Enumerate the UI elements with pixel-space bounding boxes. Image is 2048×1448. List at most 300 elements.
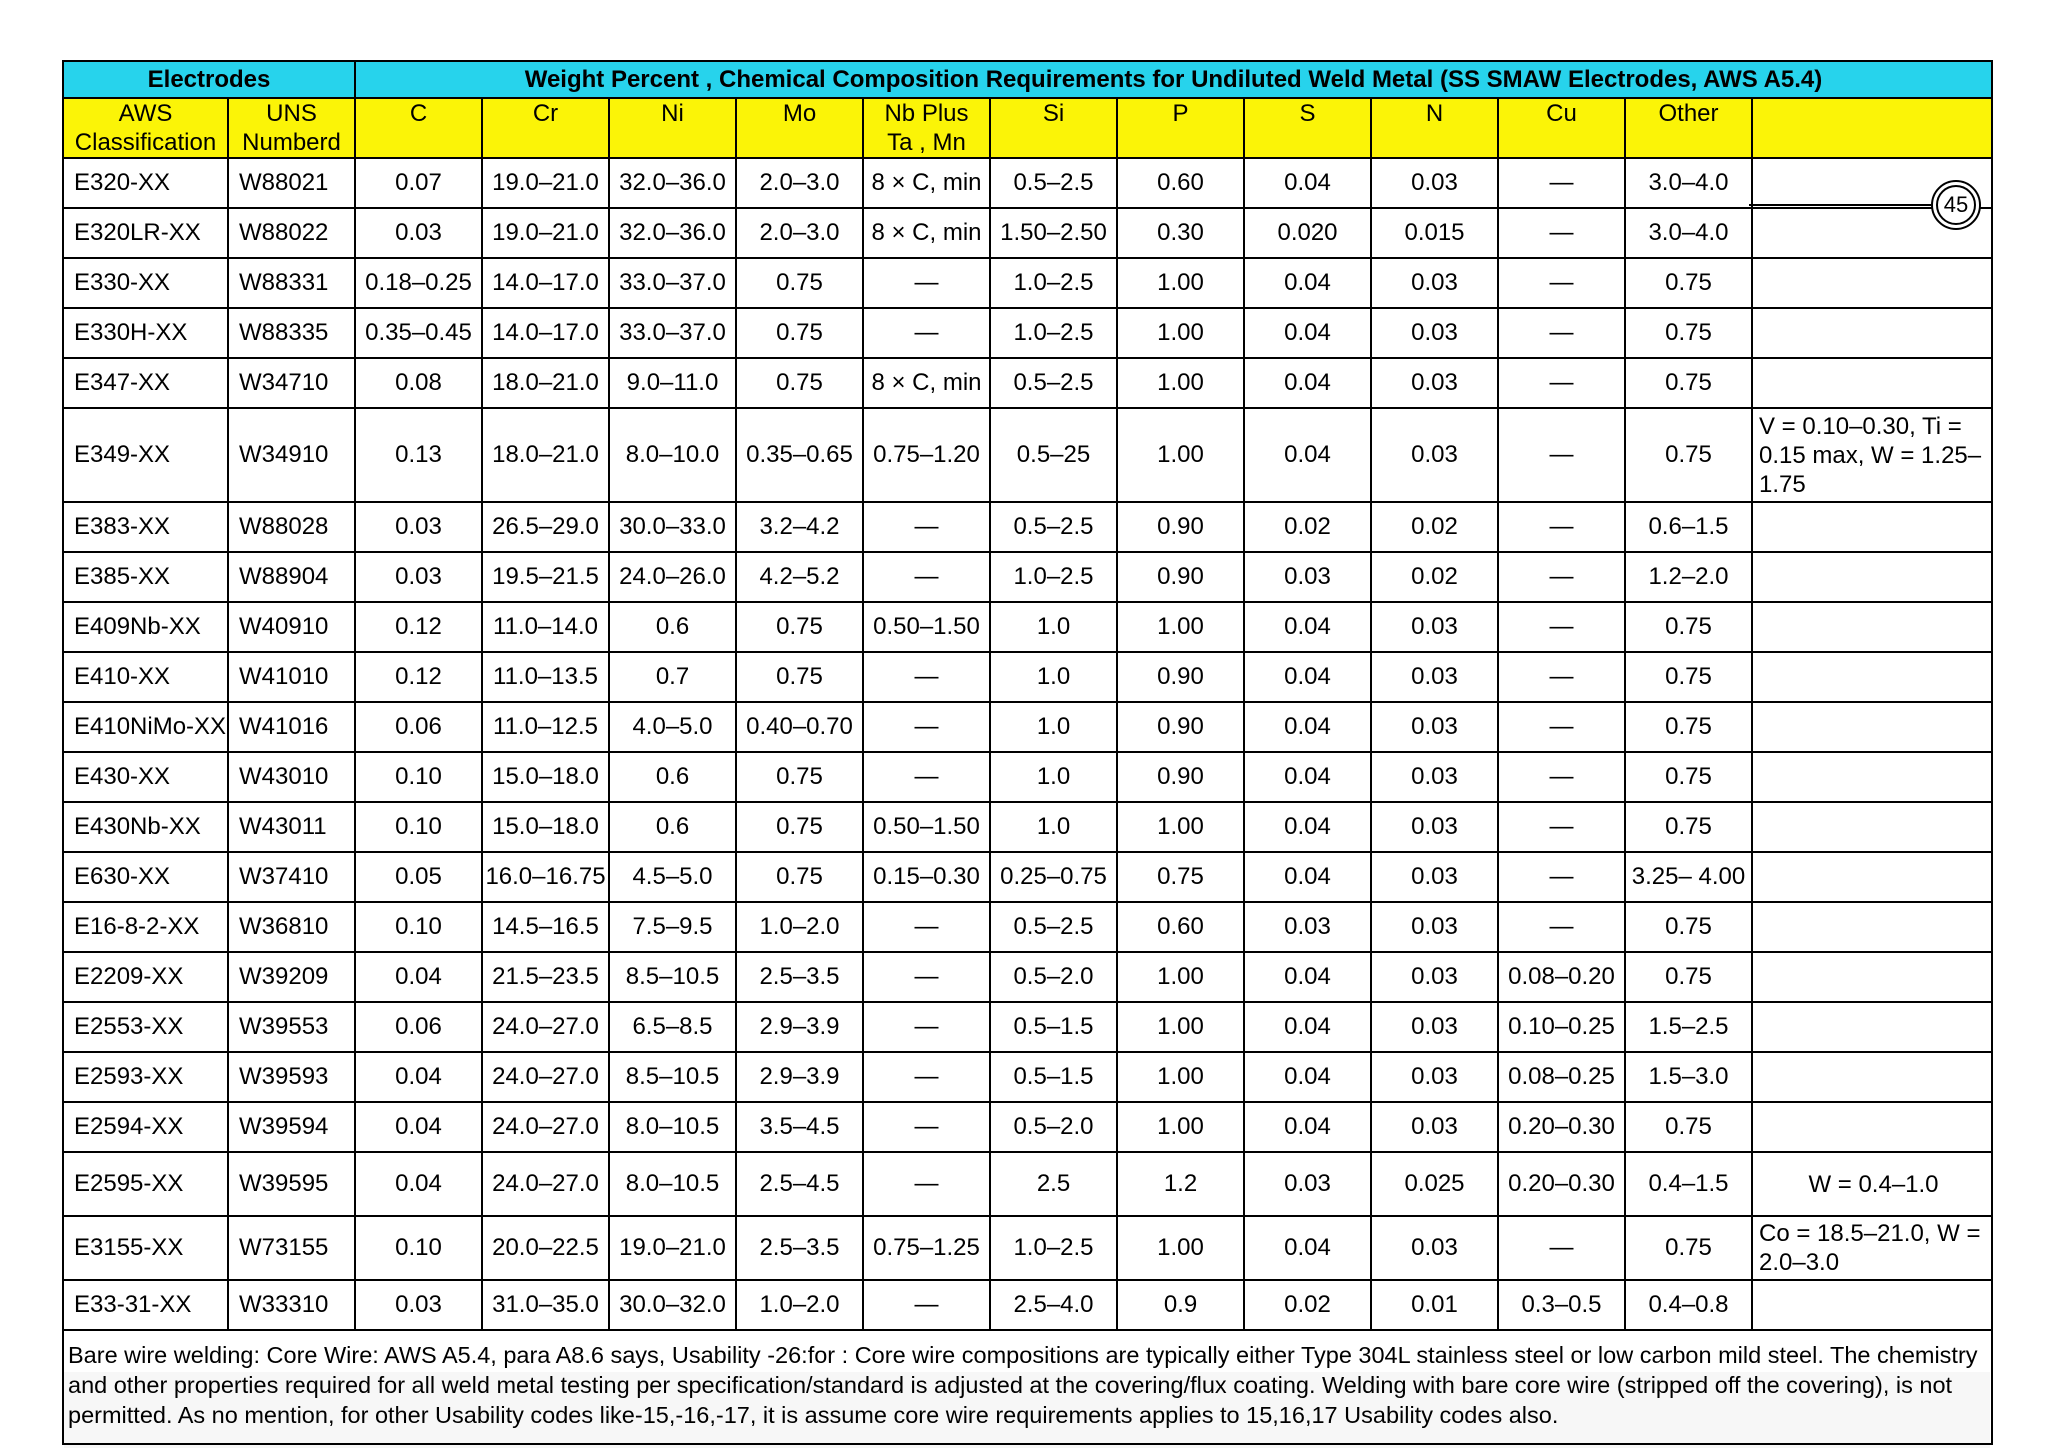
cell-ni: 30.0–32.0: [609, 1280, 736, 1330]
cell-uns-number: W40910: [228, 602, 355, 652]
cell-cr: 18.0–21.0: [482, 358, 609, 408]
cell-si: 1.0–2.5: [990, 308, 1117, 358]
cell-uns-number: W34710: [228, 358, 355, 408]
cell-p: 0.30: [1117, 208, 1244, 258]
cell-ni: 24.0–26.0: [609, 552, 736, 602]
cell-cr: 19.5–21.5: [482, 552, 609, 602]
cell-c: 0.03: [355, 502, 482, 552]
cell-notes: [1752, 1280, 1992, 1330]
cell-cu: —: [1498, 158, 1625, 208]
cell-p: 1.00: [1117, 358, 1244, 408]
cell-nb-ta-mn: 8 × C, min: [863, 208, 990, 258]
cell-ni: 32.0–36.0: [609, 208, 736, 258]
col-s: S: [1244, 98, 1371, 158]
cell-nb-ta-mn: —: [863, 1102, 990, 1152]
cell-uns-number: W41010: [228, 652, 355, 702]
cell-n: 0.03: [1371, 1216, 1498, 1280]
cell-p: 1.00: [1117, 1002, 1244, 1052]
cell-nb-ta-mn: —: [863, 702, 990, 752]
cell-nb-ta-mn: —: [863, 258, 990, 308]
col-aws-line1: AWS: [118, 100, 173, 127]
cell-cu: —: [1498, 552, 1625, 602]
cell-cr: 15.0–18.0: [482, 752, 609, 802]
col-p: P: [1117, 98, 1244, 158]
cell-mo: 2.9–3.9: [736, 1052, 863, 1102]
cell-mo: 0.35–0.65: [736, 408, 863, 502]
cell-n: 0.03: [1371, 1102, 1498, 1152]
cell-ni: 8.0–10.0: [609, 408, 736, 502]
cell-cu: —: [1498, 258, 1625, 308]
cell-cr: 14.0–17.0: [482, 308, 609, 358]
cell-uns-number: W34910: [228, 408, 355, 502]
cell-cr: 20.0–22.5: [482, 1216, 609, 1280]
col-notes: [1752, 98, 1992, 158]
table-row: [63, 1102, 1992, 1152]
cell-c: 0.18–0.25: [355, 258, 482, 308]
cell-c: 0.10: [355, 902, 482, 952]
cell-c: 0.04: [355, 1052, 482, 1102]
cell-aws-classification: E410NiMo-XX: [63, 702, 228, 752]
cell-n: 0.03: [1371, 408, 1498, 502]
cell-mo: 0.75: [736, 258, 863, 308]
cell-p: 1.00: [1117, 602, 1244, 652]
cell-n: 0.03: [1371, 952, 1498, 1002]
cell-si: 0.5–2.0: [990, 1102, 1117, 1152]
cell-mo: 1.0–2.0: [736, 1280, 863, 1330]
cell-s: 0.03: [1244, 1152, 1371, 1216]
table-row: [63, 502, 1992, 552]
cell-p: 1.2: [1117, 1152, 1244, 1216]
cell-cr: 14.0–17.0: [482, 258, 609, 308]
cell-cr: 15.0–18.0: [482, 802, 609, 852]
col-mo: Mo: [736, 98, 863, 158]
cell-n: 0.03: [1371, 902, 1498, 952]
col-other: Other: [1625, 98, 1752, 158]
cell-nb-ta-mn: —: [863, 1002, 990, 1052]
cell-si: 0.5–2.5: [990, 902, 1117, 952]
cell-p: 1.00: [1117, 952, 1244, 1002]
cell-nb-ta-mn: 0.15–0.30: [863, 852, 990, 902]
cell-notes: [1752, 802, 1992, 852]
cell-n: 0.025: [1371, 1152, 1498, 1216]
table-row: [63, 1002, 1992, 1052]
cell-s: 0.04: [1244, 408, 1371, 502]
col-nb-plus-ta-mn: [863, 98, 990, 158]
cell-s: 0.04: [1244, 158, 1371, 208]
cell-uns-number: W39594: [228, 1102, 355, 1152]
table-row: [63, 1216, 1992, 1280]
cell-notes: [1752, 308, 1992, 358]
cell-cr: 24.0–27.0: [482, 1152, 609, 1216]
cell-notes: [1752, 902, 1992, 952]
cell-uns-number: W88904: [228, 552, 355, 602]
cell-uns-number: W39209: [228, 952, 355, 1002]
cell-n: 0.02: [1371, 552, 1498, 602]
cell-notes: [1752, 358, 1992, 408]
cell-other: 0.75: [1625, 902, 1752, 952]
cell-c: 0.10: [355, 1216, 482, 1280]
cell-other: 0.75: [1625, 802, 1752, 852]
cell-n: 0.03: [1371, 358, 1498, 408]
cell-ni: 6.5–8.5: [609, 1002, 736, 1052]
cell-aws-classification: E385-XX: [63, 552, 228, 602]
cell-nb-ta-mn: 8 × C, min: [863, 158, 990, 208]
cell-s: 0.04: [1244, 308, 1371, 358]
cell-p: 0.9: [1117, 1280, 1244, 1330]
cell-n: 0.03: [1371, 158, 1498, 208]
col-si: Si: [990, 98, 1117, 158]
cell-notes: [1752, 652, 1992, 702]
cell-mo: 1.0–2.0: [736, 902, 863, 952]
cell-cu: —: [1498, 852, 1625, 902]
cell-s: 0.04: [1244, 652, 1371, 702]
cell-uns-number: W36810: [228, 902, 355, 952]
cell-mo: 2.0–3.0: [736, 208, 863, 258]
cell-uns-number: W33310: [228, 1280, 355, 1330]
cell-other: 3.0–4.0: [1625, 158, 1752, 208]
header-group-row: [63, 61, 1992, 98]
cell-nb-ta-mn: 0.50–1.50: [863, 802, 990, 852]
cell-p: 1.00: [1117, 1216, 1244, 1280]
cell-notes: [1752, 1052, 1992, 1102]
cell-other: 1.5–2.5: [1625, 1002, 1752, 1052]
header-composition-title: Weight Percent , Chemical Composition Requirements for Undiluted Weld Metal (SS SMAW Electrodes, AWS A5.4): [355, 61, 1992, 98]
cell-n: 0.03: [1371, 652, 1498, 702]
cell-n: 0.03: [1371, 308, 1498, 358]
cell-ni: 0.6: [609, 752, 736, 802]
cell-mo: 2.5–3.5: [736, 952, 863, 1002]
cell-nb-ta-mn: —: [863, 652, 990, 702]
cell-mo: 4.2–5.2: [736, 552, 863, 602]
cell-p: 1.00: [1117, 802, 1244, 852]
cell-s: 0.04: [1244, 1216, 1371, 1280]
col-cr: Cr: [482, 98, 609, 158]
cell-other: 1.5–3.0: [1625, 1052, 1752, 1102]
col-uns-line2: Numberd: [242, 129, 341, 156]
cell-mo: 0.75: [736, 602, 863, 652]
cell-s: 0.04: [1244, 952, 1371, 1002]
cell-uns-number: W88028: [228, 502, 355, 552]
cell-mo: 2.5–4.5: [736, 1152, 863, 1216]
cell-n: 0.01: [1371, 1280, 1498, 1330]
cell-c: 0.10: [355, 752, 482, 802]
cell-mo: 0.75: [736, 652, 863, 702]
cell-s: 0.04: [1244, 852, 1371, 902]
cell-nb-ta-mn: —: [863, 1152, 990, 1216]
cell-uns-number: W88021: [228, 158, 355, 208]
cell-n: 0.02: [1371, 502, 1498, 552]
cell-cu: 0.3–0.5: [1498, 1280, 1625, 1330]
cell-uns-number: W39553: [228, 1002, 355, 1052]
cell-ni: 8.0–10.5: [609, 1152, 736, 1216]
cell-ni: 9.0–11.0: [609, 358, 736, 408]
composition-table: [62, 60, 1993, 1445]
cell-other: 0.75: [1625, 308, 1752, 358]
cell-uns-number: W43010: [228, 752, 355, 802]
cell-s: 0.04: [1244, 1102, 1371, 1152]
cell-ni: 8.0–10.5: [609, 1102, 736, 1152]
table-row: [63, 1280, 1992, 1330]
table-row: [63, 1152, 1992, 1216]
cell-s: 0.020: [1244, 208, 1371, 258]
cell-nb-ta-mn: —: [863, 952, 990, 1002]
cell-mo: 0.75: [736, 852, 863, 902]
table-row: [63, 258, 1992, 308]
col-n: N: [1371, 98, 1498, 158]
cell-notes: [1752, 1102, 1992, 1152]
cell-cu: —: [1498, 208, 1625, 258]
cell-si: 0.5–1.5: [990, 1002, 1117, 1052]
page-number-badge: [1931, 180, 1981, 230]
cell-c: 0.04: [355, 952, 482, 1002]
cell-cr: 24.0–27.0: [482, 1052, 609, 1102]
cell-notes: [1752, 502, 1992, 552]
cell-n: 0.03: [1371, 258, 1498, 308]
cell-cr: 19.0–21.0: [482, 158, 609, 208]
cell-c: 0.03: [355, 552, 482, 602]
cell-cu: 0.08–0.20: [1498, 952, 1625, 1002]
cell-nb-ta-mn: 8 × C, min: [863, 358, 990, 408]
cell-uns-number: W41016: [228, 702, 355, 752]
table-row: [63, 802, 1992, 852]
cell-other: 0.6–1.5: [1625, 502, 1752, 552]
cell-ni: 19.0–21.0: [609, 1216, 736, 1280]
header-columns-row: [63, 98, 1992, 158]
col-nb-line2: Ta , Mn: [887, 129, 966, 156]
cell-cr: 14.5–16.5: [482, 902, 609, 952]
cell-notes: V = 0.10–0.30, Ti = 0.15 max, W = 1.25–1.75: [1752, 408, 1992, 502]
cell-cu: —: [1498, 652, 1625, 702]
cell-c: 0.07: [355, 158, 482, 208]
cell-nb-ta-mn: —: [863, 1280, 990, 1330]
cell-ni: 33.0–37.0: [609, 258, 736, 308]
table-row: [63, 1052, 1992, 1102]
table-row: [63, 308, 1992, 358]
cell-other: 0.75: [1625, 752, 1752, 802]
cell-p: 1.00: [1117, 408, 1244, 502]
cell-ni: 0.6: [609, 802, 736, 852]
cell-cu: —: [1498, 702, 1625, 752]
cell-notes: Co = 18.5–21.0, W = 2.0–3.0: [1752, 1216, 1992, 1280]
cell-s: 0.04: [1244, 802, 1371, 852]
cell-s: 0.03: [1244, 552, 1371, 602]
cell-cr: 31.0–35.0: [482, 1280, 609, 1330]
cell-aws-classification: E3155-XX: [63, 1216, 228, 1280]
table-body: [63, 158, 1992, 1330]
cell-cr: 11.0–12.5: [482, 702, 609, 752]
cell-si: 1.0–2.5: [990, 552, 1117, 602]
cell-nb-ta-mn: 0.75–1.25: [863, 1216, 990, 1280]
cell-mo: 0.75: [736, 802, 863, 852]
cell-cu: —: [1498, 902, 1625, 952]
cell-aws-classification: E430-XX: [63, 752, 228, 802]
cell-c: 0.03: [355, 208, 482, 258]
cell-p: 1.00: [1117, 1052, 1244, 1102]
cell-aws-classification: E33-31-XX: [63, 1280, 228, 1330]
cell-p: 1.00: [1117, 1102, 1244, 1152]
cell-s: 0.03: [1244, 902, 1371, 952]
cell-notes: W = 0.4–1.0: [1752, 1152, 1992, 1216]
table-row: [63, 952, 1992, 1002]
header-electrodes: Electrodes: [63, 61, 355, 98]
cell-s: 0.04: [1244, 602, 1371, 652]
cell-uns-number: W73155: [228, 1216, 355, 1280]
cell-c: 0.13: [355, 408, 482, 502]
cell-other: 0.4–0.8: [1625, 1280, 1752, 1330]
cell-n: 0.03: [1371, 1002, 1498, 1052]
cell-uns-number: W88022: [228, 208, 355, 258]
cell-cr: 26.5–29.0: [482, 502, 609, 552]
col-aws-classification: [63, 98, 228, 158]
cell-nb-ta-mn: 0.75–1.20: [863, 408, 990, 502]
cell-aws-classification: E2553-XX: [63, 1002, 228, 1052]
cell-p: 0.90: [1117, 502, 1244, 552]
cell-aws-classification: E330-XX: [63, 258, 228, 308]
cell-nb-ta-mn: —: [863, 308, 990, 358]
cell-nb-ta-mn: 0.50–1.50: [863, 602, 990, 652]
cell-ni: 32.0–36.0: [609, 158, 736, 208]
cell-nb-ta-mn: —: [863, 502, 990, 552]
cell-mo: 0.75: [736, 358, 863, 408]
cell-si: 1.0: [990, 602, 1117, 652]
cell-p: 0.75: [1117, 852, 1244, 902]
cell-si: 0.5–2.5: [990, 158, 1117, 208]
cell-n: 0.03: [1371, 852, 1498, 902]
col-uns-line1: UNS: [266, 100, 317, 127]
cell-si: 0.25–0.75: [990, 852, 1117, 902]
cell-notes: [1752, 752, 1992, 802]
cell-n: 0.03: [1371, 602, 1498, 652]
cell-mo: 2.9–3.9: [736, 1002, 863, 1052]
cell-uns-number: W37410: [228, 852, 355, 902]
cell-cu: —: [1498, 308, 1625, 358]
table-row: [63, 602, 1992, 652]
cell-aws-classification: E383-XX: [63, 502, 228, 552]
table-row: [63, 158, 1992, 208]
cell-nb-ta-mn: —: [863, 752, 990, 802]
table-row: [63, 408, 1992, 502]
cell-s: 0.04: [1244, 1052, 1371, 1102]
table-row: [63, 852, 1992, 902]
cell-nb-ta-mn: —: [863, 552, 990, 602]
table-row: [63, 752, 1992, 802]
col-uns-number: [228, 98, 355, 158]
cell-p: 0.60: [1117, 902, 1244, 952]
cell-c: 0.12: [355, 652, 482, 702]
cell-other: 3.25– 4.00: [1625, 852, 1752, 902]
cell-aws-classification: E320LR-XX: [63, 208, 228, 258]
cell-nb-ta-mn: —: [863, 902, 990, 952]
col-aws-line2: Classification: [74, 129, 217, 156]
cell-c: 0.10: [355, 802, 482, 852]
cell-s: 0.04: [1244, 752, 1371, 802]
cell-cr: 24.0–27.0: [482, 1102, 609, 1152]
cell-cr: 24.0–27.0: [482, 1002, 609, 1052]
cell-si: 2.5: [990, 1152, 1117, 1216]
table-row: [63, 702, 1992, 752]
page-badge-leader-line: [1749, 204, 1931, 206]
cell-mo: 2.0–3.0: [736, 158, 863, 208]
cell-si: 1.0–2.5: [990, 1216, 1117, 1280]
cell-s: 0.02: [1244, 502, 1371, 552]
cell-n: 0.03: [1371, 802, 1498, 852]
cell-c: 0.04: [355, 1152, 482, 1216]
cell-s: 0.02: [1244, 1280, 1371, 1330]
cell-cu: —: [1498, 408, 1625, 502]
cell-ni: 33.0–37.0: [609, 308, 736, 358]
cell-mo: 3.5–4.5: [736, 1102, 863, 1152]
cell-aws-classification: E430Nb-XX: [63, 802, 228, 852]
table-row: [63, 652, 1992, 702]
cell-aws-classification: E2209-XX: [63, 952, 228, 1002]
cell-notes: [1752, 258, 1992, 308]
cell-uns-number: W88335: [228, 308, 355, 358]
cell-si: 0.5–25: [990, 408, 1117, 502]
cell-c: 0.06: [355, 1002, 482, 1052]
cell-p: 0.60: [1117, 158, 1244, 208]
cell-si: 2.5–4.0: [990, 1280, 1117, 1330]
cell-other: 0.75: [1625, 602, 1752, 652]
cell-si: 1.0: [990, 652, 1117, 702]
cell-si: 1.0–2.5: [990, 258, 1117, 308]
cell-s: 0.04: [1244, 1002, 1371, 1052]
cell-si: 1.0: [990, 752, 1117, 802]
cell-cu: 0.10–0.25: [1498, 1002, 1625, 1052]
cell-si: 0.5–2.0: [990, 952, 1117, 1002]
cell-other: 0.75: [1625, 408, 1752, 502]
cell-cu: —: [1498, 752, 1625, 802]
cell-aws-classification: E410-XX: [63, 652, 228, 702]
cell-cu: 0.20–0.30: [1498, 1152, 1625, 1216]
cell-other: 0.75: [1625, 652, 1752, 702]
cell-ni: 7.5–9.5: [609, 902, 736, 952]
cell-uns-number: W88331: [228, 258, 355, 308]
col-cu: Cu: [1498, 98, 1625, 158]
cell-aws-classification: E409Nb-XX: [63, 602, 228, 652]
footnote: Bare wire welding: Core Wire: AWS A5.4, para A8.6 says, Usability -26:for : Core wire compositions are typically either Type 304L stainless steel or low carbon mild steel. The chemistry and other properties required for all weld metal testing per specification/standard is adjusted at the covering/flux coating. Welding with bare core wire (stripped off the covering), is not permitted. As no mention, for other Usability codes like-15,-16,-17, it is assume core wire requirements applies to 15,16,17 Usability codes also.: [63, 1330, 1992, 1444]
cell-cu: —: [1498, 802, 1625, 852]
cell-notes: [1752, 552, 1992, 602]
cell-other: 0.4–1.5: [1625, 1152, 1752, 1216]
cell-p: 0.90: [1117, 702, 1244, 752]
cell-aws-classification: E630-XX: [63, 852, 228, 902]
cell-other: 0.75: [1625, 1102, 1752, 1152]
cell-other: 0.75: [1625, 358, 1752, 408]
cell-ni: 4.0–5.0: [609, 702, 736, 752]
cell-p: 1.00: [1117, 308, 1244, 358]
cell-ni: 0.7: [609, 652, 736, 702]
cell-si: 1.50–2.50: [990, 208, 1117, 258]
cell-mo: 2.5–3.5: [736, 1216, 863, 1280]
cell-s: 0.04: [1244, 258, 1371, 308]
cell-other: 0.75: [1625, 952, 1752, 1002]
cell-p: 1.00: [1117, 258, 1244, 308]
cell-mo: 0.40–0.70: [736, 702, 863, 752]
cell-mo: 0.75: [736, 308, 863, 358]
cell-ni: 4.5–5.0: [609, 852, 736, 902]
cell-n: 0.03: [1371, 1052, 1498, 1102]
cell-c: 0.05: [355, 852, 482, 902]
cell-aws-classification: E2594-XX: [63, 1102, 228, 1152]
cell-cr: 21.5–23.5: [482, 952, 609, 1002]
cell-c: 0.06: [355, 702, 482, 752]
col-ni: Ni: [609, 98, 736, 158]
cell-cr: 11.0–13.5: [482, 652, 609, 702]
cell-uns-number: W39593: [228, 1052, 355, 1102]
cell-other: 1.2–2.0: [1625, 552, 1752, 602]
cell-ni: 8.5–10.5: [609, 1052, 736, 1102]
cell-n: 0.03: [1371, 702, 1498, 752]
